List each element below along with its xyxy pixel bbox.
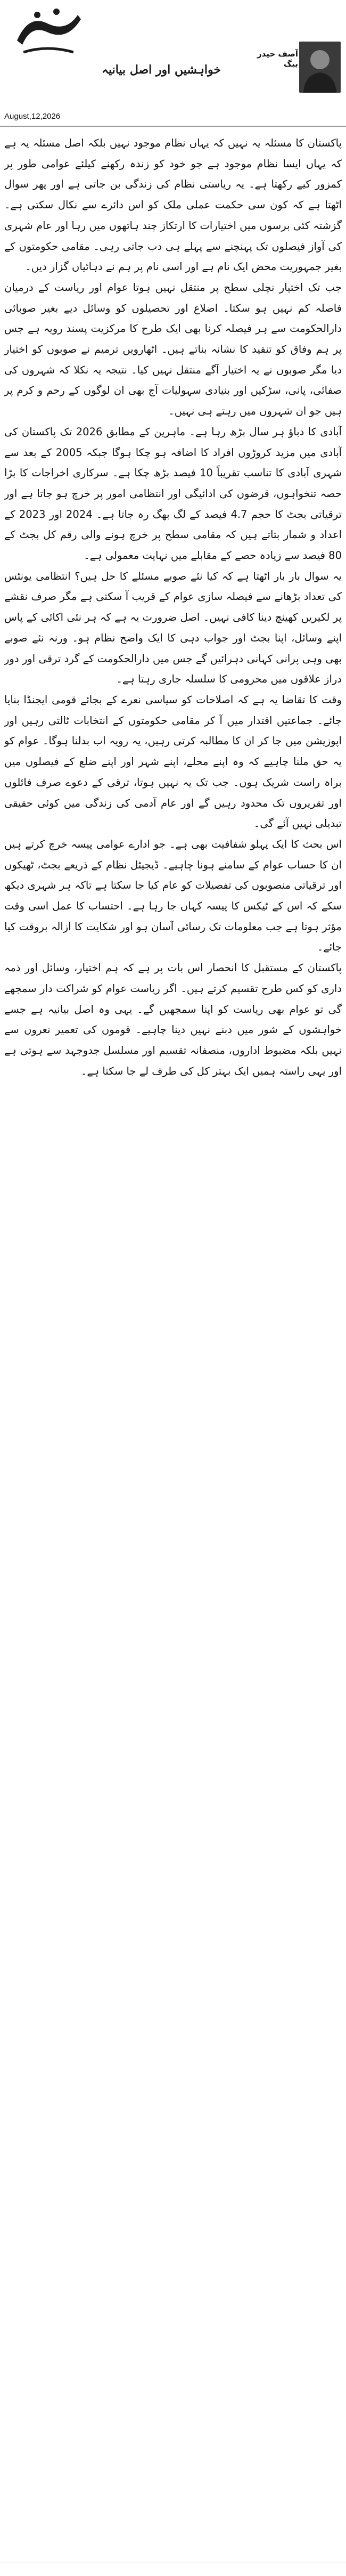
newspaper-logo [7,3,87,67]
article-body [4,133,342,2553]
article-paragraph: پاکستان کا مسئلہ یہ نہیں کہ یہاں نظام موجود نہیں بلکہ اصل مسئلہ یہ ہے کہ یہاں ایسا نظام موجود ہے جو خود کو زندہ رکھنے کیلئے عوامی طور پر کمزور کیے رکھتا ہے۔ یہ ریاستی نظام کی زندگی بن جاتی ہے اور پھر سوال اٹھتا ہے کہ کون سی حکمت عملی ملک کو اس دائرے سے نکال سکتی ہے۔ گزشتہ کئی برسوں میں اختیارات کا ارتکاز چند ہاتھوں میں رہا اور عام شہری کی آواز فیصلوں تک پہنچنے سے پہلے ہی دب جاتی رہی۔ مقامی حکومتوں کے بغیر جمہوریت محض ایک نام ہے اور اسی نام پر ہم نے دہائیاں گزار دیں۔ [4,137,342,273]
article-paragraph: اس بحث کا ایک پہلو شفافیت بھی ہے۔ جو ادارے عوامی پیسہ خرچ کرتے ہیں ان کا حساب عوام کے سامنے ہونا چاہیے۔ ڈیجیٹل نظام کے ذریعے بجٹ، ٹھیکوں اور ترقیاتی منصوبوں کی تفصیلات کو عام کیا جا سکتا ہے تاکہ ہر شہری دیکھ سکے کہ اس کے ٹیکس کا پیسہ کہاں جا رہا ہے۔ احتساب کا عمل اسی وقت مؤثر ہوتا ہے جب معلومات تک رسائی آسان ہو اور شکایت کا ازالہ بروقت کیا جائے۔ [4,838,342,954]
logo-mark-icon [7,3,87,67]
author-portrait-icon [299,42,341,93]
author-photo [299,42,341,93]
publish-date: August,12,2026 [4,112,61,121]
article-paragraph: جب تک اختیار نچلی سطح پر منتقل نہیں ہوتا عوام اور ریاست کے درمیان فاصلہ کم نہیں ہو سکتا۔ اضلاع اور تحصیلوں کو وسائل دیے بغیر صوبائی دارالحکومت سے ہر فیصلہ کرنا بھی ایک طرح کا مرکزیت پسند رویہ ہے جس پر ہم وفاق کو تنقید کا نشانہ بناتے ہیں۔ اٹھارویں ترمیم نے صوبوں کو اختیار دیا مگر صوبوں نے یہ اختیار آگے منتقل نہیں کیا۔ نتیجہ یہ نکلا کہ شہروں کی صفائی، پانی، سڑکیں اور بنیادی سہولیات آج بھی ان لوگوں کے رحم و کرم پر ہیں جو ان شہروں میں رہتے ہی نہیں۔ [4,281,342,418]
article-paragraph: یہ سوال بار بار اٹھتا ہے کہ کیا نئے صوبے مسئلے کا حل ہیں؟ انتظامی یونٹس کی تعداد بڑھانے سے فیصلہ سازی عوام کے قریب آ سکتی ہے مگر صرف نقشے پر لکیریں کھینچ دینا کافی نہیں۔ اصل ضرورت یہ ہے کہ ہر نئی اکائی کے پاس اپنے وسائل، اپنا بجٹ اور جواب دہی کا ایک واضح نظام ہو۔ ورنہ نئے صوبے بھی وہی پرانی کہانی دہرائیں گے جس میں دارالحکومت کے گرد ترقی اور دور دراز علاقوں میں محرومی کا سلسلہ جاری رہتا ہے۔ [4,570,342,686]
header-divider [0,126,346,127]
column-title: خواہشیں اور اصل بیانیہ [102,63,221,77]
author-name: آصف حیدر بیگ [257,49,298,69]
article-paragraph: آبادی کا دباؤ ہر سال بڑھ رہا ہے۔ ماہرین کے مطابق 2026 تک پاکستان کی آبادی میں مزید کروڑوں افراد کا اضافہ ہو چکا ہوگا جبکہ 2005 کے بعد سے شہری آبادی کا تناسب تقریباً 10 فیصد بڑھ چکا ہے۔ سرکاری اخراجات کا بڑا حصہ تنخواہوں، قرضوں کی ادائیگی اور انتظامی امور پر خرچ ہو جاتا ہے اور ترقیاتی بجٹ کا حجم 4.7 فیصد کے لگ بھگ رہ جاتا ہے۔ 2024 اور 2023 کے اعداد و شمار بتاتے ہیں کہ مقامی سطح پر خرچ ہونے والی رقم کل بجٹ کے 80 فیصد سے زیادہ حصے کے مقابلے میں نہایت معمولی ہے۔ [4,425,342,562]
article-paragraph: پاکستان کے مستقبل کا انحصار اس بات پر ہے کہ ہم اختیار، وسائل اور ذمہ داری کو کس طرح تقسیم کرتے ہیں۔ اگر ریاست عوام کو شراکت دار سمجھے گی تو عوام بھی ریاست کو اپنا سمجھیں گے۔ یہی وہ اصل بیانیہ ہے جسے خواہشوں کے شور میں دبنے نہیں دینا چاہیے۔ قوموں کی تعمیر نعروں سے نہیں بلکہ مضبوط اداروں، منصفانہ تقسیم اور مسلسل جدوجہد سے ہوتی ہے اور یہی راستہ ہمیں ایک بہتر کل کی طرف لے جا سکتا ہے۔ [4,962,342,1077]
article-paragraph: وقت کا تقاضا یہ ہے کہ اصلاحات کو سیاسی نعرے کے بجائے قومی ایجنڈا بنایا جائے۔ جماعتیں اقتدار میں آ کر مقامی حکومتوں کے انتخابات ٹالتی رہیں اور اپوزیشن میں جا کر ان کا مطالبہ کرتی رہیں، یہ رویہ اب بدلنا ہوگا۔ عوام کو یہ حق ملنا چاہیے کہ وہ اپنے محلے، اپنے شہر اور اپنے ضلع کے فیصلوں میں براہ راست شریک ہوں۔ جب تک یہ نہیں ہوتا، ترقی کے دعوے صرف فائلوں اور تقریروں تک محدود رہیں گے اور عام آدمی کی زندگی میں کوئی حقیقی تبدیلی نہیں آئے گی۔ [4,693,342,830]
column-header [0,0,346,134]
